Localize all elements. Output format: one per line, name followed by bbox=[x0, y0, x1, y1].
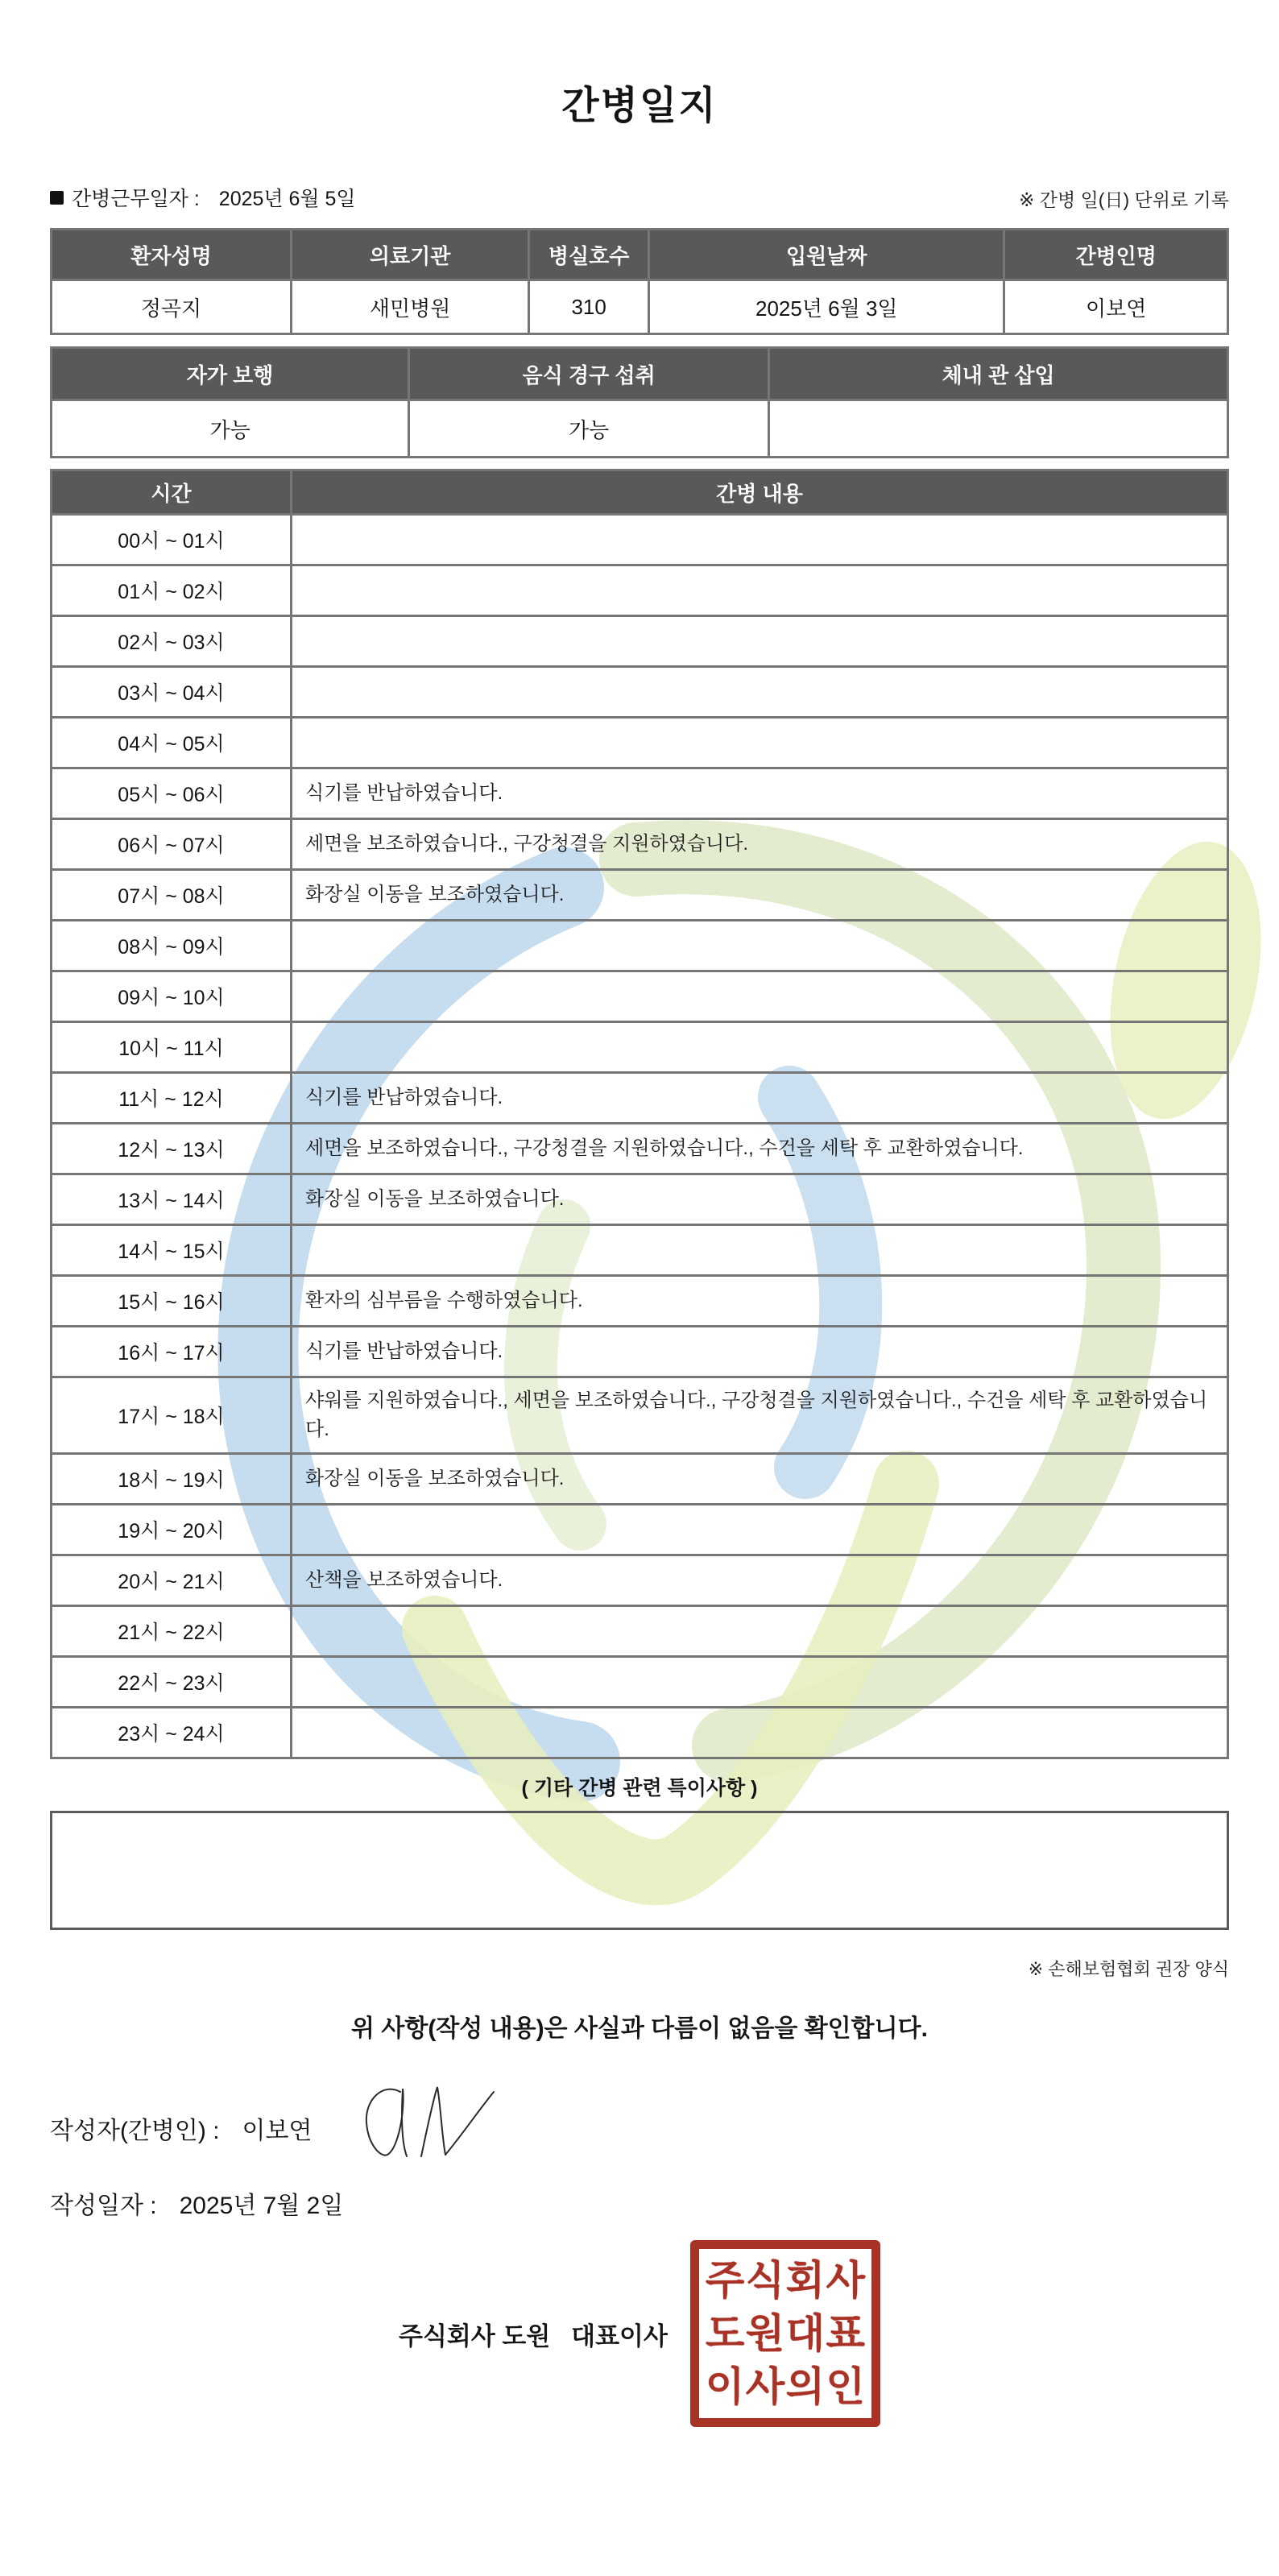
care-time-cell: 03시 ~ 04시 bbox=[52, 667, 292, 718]
care-content-cell: 식기를 반납하였습니다. bbox=[292, 1073, 1228, 1124]
care-time-cell: 10시 ~ 11시 bbox=[52, 1022, 292, 1073]
care-content-cell bbox=[292, 667, 1228, 718]
stamp-line: 주 식 회 사 bbox=[705, 2258, 865, 2303]
care-log-row bbox=[52, 667, 1228, 718]
care-time-cell: 02시 ~ 03시 bbox=[52, 616, 292, 667]
care-content-cell bbox=[292, 718, 1228, 768]
room-number-header: 병실호수 bbox=[529, 230, 649, 280]
care-time-cell: 18시 ~ 19시 bbox=[52, 1454, 292, 1505]
care-log-row bbox=[52, 1708, 1228, 1758]
page-title: 간병일지 bbox=[561, 85, 718, 127]
care-time-cell: 14시 ~ 15시 bbox=[52, 1225, 292, 1276]
patient-info-value-row bbox=[52, 280, 1228, 334]
self-walking-value: 가능 bbox=[52, 400, 409, 458]
care-log-row bbox=[52, 1505, 1228, 1555]
care-content-cell bbox=[292, 1225, 1228, 1276]
care-log-row bbox=[52, 971, 1228, 1022]
care-time-cell: 09시 ~ 10시 bbox=[52, 971, 292, 1022]
handwritten-signature bbox=[358, 2077, 499, 2168]
care-content-cell bbox=[292, 971, 1228, 1022]
care-time-cell: 16시 ~ 17시 bbox=[52, 1327, 292, 1377]
care-log-row bbox=[52, 768, 1228, 819]
care-log-row bbox=[52, 1073, 1228, 1124]
corporate-seal-stamp bbox=[690, 2240, 880, 2427]
care-time-cell: 15시 ~ 16시 bbox=[52, 1276, 292, 1327]
care-content-column-header: 간병 내용 bbox=[292, 470, 1228, 515]
work-date-line bbox=[50, 183, 356, 212]
confirmation-statement: 위 사항(작성 내용)은 사실과 다름이 없음을 확인합니다. bbox=[351, 2015, 928, 2042]
patient-name-value: 정곡지 bbox=[52, 280, 292, 334]
written-date-label: 작성일자 : bbox=[50, 2193, 157, 2219]
writer-label: 작성자(간병인) : bbox=[50, 2118, 220, 2144]
care-log-row bbox=[52, 1454, 1228, 1505]
care-log-table bbox=[50, 469, 1229, 1759]
work-date-label: 간병근무일자 : bbox=[72, 188, 200, 210]
care-log-header-row bbox=[52, 470, 1228, 515]
form-note: ※ 손해보험협회 권장 양식 bbox=[1028, 1959, 1229, 1979]
care-log-row bbox=[52, 565, 1228, 616]
care-log-row bbox=[52, 921, 1228, 971]
time-column-header: 시간 bbox=[52, 470, 292, 515]
care-log-row bbox=[52, 1377, 1228, 1454]
patient-status-header-row bbox=[52, 348, 1228, 400]
care-time-cell: 05시 ~ 06시 bbox=[52, 768, 292, 819]
care-time-cell: 08시 ~ 09시 bbox=[52, 921, 292, 971]
admission-date-header: 입원날짜 bbox=[649, 230, 1004, 280]
care-time-cell: 23시 ~ 24시 bbox=[52, 1708, 292, 1758]
care-content-cell bbox=[292, 1657, 1228, 1708]
patient-name-header: 환자성명 bbox=[52, 230, 292, 280]
patient-info-header-row bbox=[52, 230, 1228, 280]
care-content-cell bbox=[292, 515, 1228, 565]
care-content-cell: 화장실 이동을 보조하였습니다. bbox=[292, 1454, 1228, 1505]
care-journal-document bbox=[0, 74, 1279, 2459]
care-content-cell: 세면을 보조하였습니다., 구강청결을 지원하였습니다., 수건을 세탁 후 교환하였습니다. bbox=[292, 1124, 1228, 1174]
meta-row bbox=[50, 183, 1229, 212]
tube-insertion-header: 체내 관 삽입 bbox=[769, 348, 1228, 400]
unit-note: ※ 간병 일(日) 단위로 기록 bbox=[1019, 189, 1229, 210]
care-log-row bbox=[52, 1124, 1228, 1174]
care-content-cell: 세면을 보조하였습니다., 구강청결을 지원하였습니다. bbox=[292, 819, 1228, 870]
company-ceo-line: 주식회사 도원 대표이사 bbox=[399, 2321, 668, 2350]
care-time-cell: 06시 ~ 07시 bbox=[52, 819, 292, 870]
care-log-row bbox=[52, 616, 1228, 667]
care-time-cell: 11시 ~ 12시 bbox=[52, 1073, 292, 1124]
caregiver-name-header: 간병인명 bbox=[1004, 230, 1228, 280]
medical-institution-header: 의료기관 bbox=[292, 230, 529, 280]
care-log-row bbox=[52, 1606, 1228, 1657]
care-content-cell: 산책을 보조하였습니다. bbox=[292, 1555, 1228, 1606]
care-content-cell: 환자의 심부름을 수행하였습니다. bbox=[292, 1276, 1228, 1327]
care-content-cell bbox=[292, 565, 1228, 616]
room-number-value: 310 bbox=[529, 280, 649, 334]
care-log-row bbox=[52, 718, 1228, 768]
stamp-line: 이 사 의 인 bbox=[705, 2364, 865, 2409]
care-content-cell: 화장실 이동을 보조하였습니다. bbox=[292, 1174, 1228, 1225]
care-log-row bbox=[52, 515, 1228, 565]
written-date-line bbox=[50, 2185, 1229, 2221]
care-log-row bbox=[52, 870, 1228, 921]
admission-date-value: 2025년 6월 3일 bbox=[649, 280, 1004, 334]
care-time-cell: 22시 ~ 23시 bbox=[52, 1657, 292, 1708]
care-content-cell: 샤워를 지원하였습니다., 세면을 보조하였습니다., 구강청결을 지원하였습니다., 수건을 세탁 후 교환하였습니다. bbox=[292, 1377, 1228, 1454]
self-walking-header: 자가 보행 bbox=[52, 348, 409, 400]
care-content-cell: 식기를 반납하였습니다. bbox=[292, 768, 1228, 819]
writer-name: 이보연 bbox=[242, 2118, 313, 2144]
care-content-cell bbox=[292, 616, 1228, 667]
care-time-cell: 00시 ~ 01시 bbox=[52, 515, 292, 565]
care-content-cell: 화장실 이동을 보조하였습니다. bbox=[292, 870, 1228, 921]
care-content-cell bbox=[292, 1022, 1228, 1073]
care-content-cell bbox=[292, 1606, 1228, 1657]
care-time-cell: 20시 ~ 21시 bbox=[52, 1555, 292, 1606]
care-content-cell bbox=[292, 921, 1228, 971]
notes-heading: ( 기타 간병 관련 특이사항 ) bbox=[521, 1777, 758, 1799]
caregiver-name-value: 이보연 bbox=[1004, 280, 1228, 334]
patient-status-table bbox=[50, 346, 1229, 458]
patient-status-value-row bbox=[52, 400, 1228, 458]
care-time-cell: 07시 ~ 08시 bbox=[52, 870, 292, 921]
care-log-row bbox=[52, 1327, 1228, 1377]
written-date-value: 2025년 7월 2일 bbox=[179, 2193, 344, 2219]
oral-intake-header: 음식 경구 섭취 bbox=[409, 348, 769, 400]
care-time-cell: 01시 ~ 02시 bbox=[52, 565, 292, 616]
care-log-body bbox=[52, 515, 1228, 1758]
tube-insertion-value bbox=[769, 400, 1228, 458]
care-time-cell: 17시 ~ 18시 bbox=[52, 1377, 292, 1454]
care-time-cell: 19시 ~ 20시 bbox=[52, 1505, 292, 1555]
oral-intake-value: 가능 bbox=[409, 400, 769, 458]
care-content-cell bbox=[292, 1708, 1228, 1758]
care-log-row bbox=[52, 1022, 1228, 1073]
writer-line bbox=[50, 2089, 1229, 2168]
care-log-row bbox=[52, 1225, 1228, 1276]
company-seal-row bbox=[50, 2240, 1229, 2427]
care-log-row bbox=[52, 1276, 1228, 1327]
care-time-cell: 12시 ~ 13시 bbox=[52, 1124, 292, 1174]
medical-institution-value: 새민병원 bbox=[292, 280, 529, 334]
care-content-cell: 식기를 반납하였습니다. bbox=[292, 1327, 1228, 1377]
work-date-value: 2025년 6월 5일 bbox=[218, 188, 356, 210]
care-time-cell: 21시 ~ 22시 bbox=[52, 1606, 292, 1657]
care-time-cell: 13시 ~ 14시 bbox=[52, 1174, 292, 1225]
notes-box bbox=[50, 1811, 1229, 1930]
care-log-row bbox=[52, 819, 1228, 870]
care-log-row bbox=[52, 1174, 1228, 1225]
stamp-line: 도 원 대 표 bbox=[705, 2311, 865, 2356]
care-time-cell: 04시 ~ 05시 bbox=[52, 718, 292, 768]
patient-info-table bbox=[50, 228, 1229, 335]
bullet-square-icon bbox=[50, 191, 64, 205]
care-content-cell bbox=[292, 1505, 1228, 1555]
care-log-row bbox=[52, 1657, 1228, 1708]
care-log-row bbox=[52, 1555, 1228, 1606]
